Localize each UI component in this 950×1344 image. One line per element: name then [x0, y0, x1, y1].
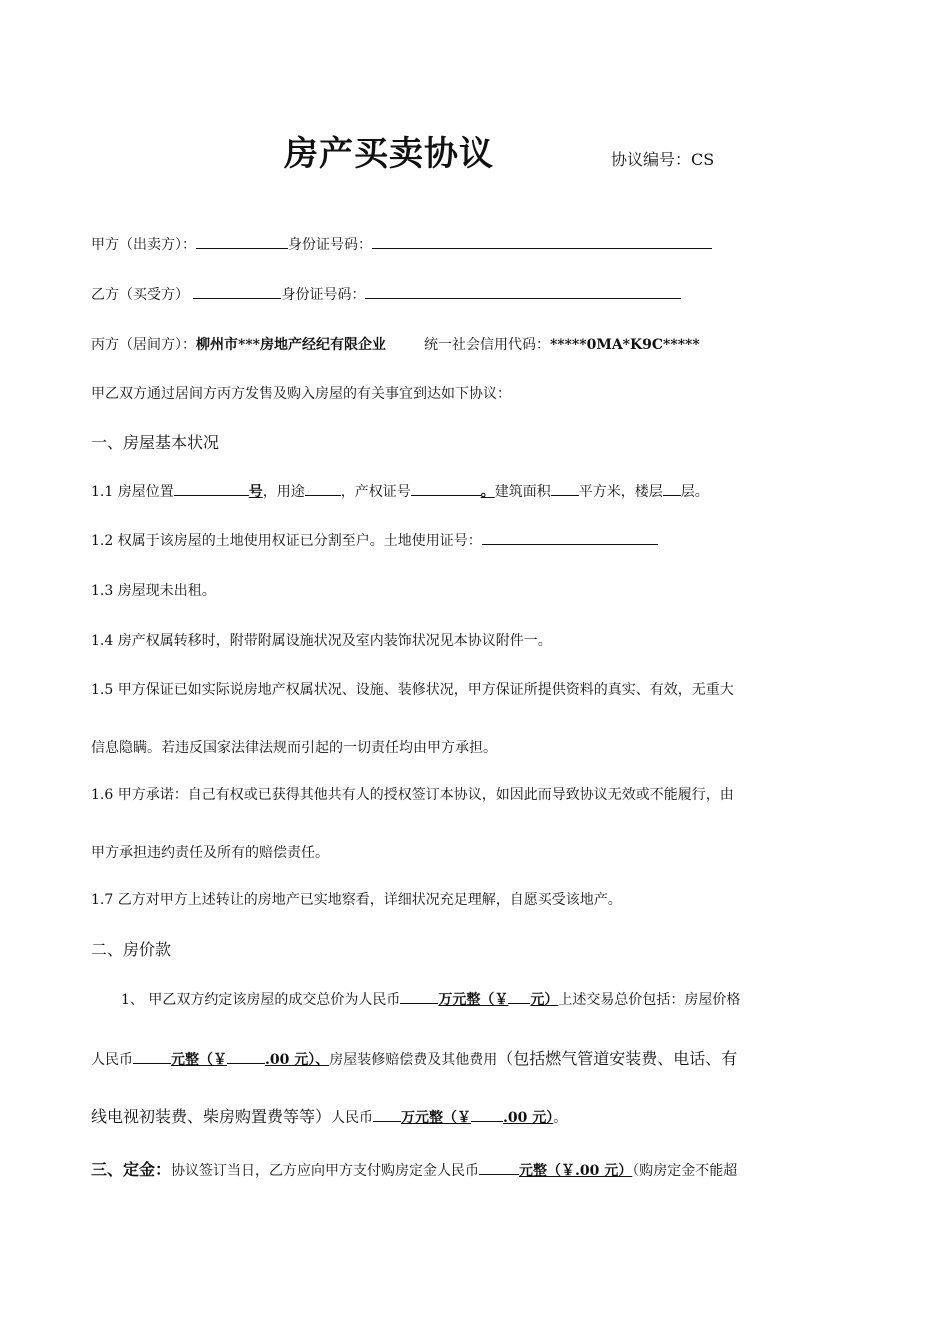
deposit-amount: 元整（￥.00 元） — [519, 1163, 633, 1179]
location-field[interactable] — [174, 481, 249, 496]
party-c-line — [91, 334, 700, 354]
other-fees-close: .00 元） — [503, 1110, 554, 1126]
house-price-field[interactable] — [133, 1049, 171, 1064]
decoration-fee-label: 房屋装修赔偿费及其他费用 — [329, 1052, 498, 1068]
price-line-2 — [91, 1046, 737, 1069]
party-a-id-field[interactable] — [372, 234, 712, 249]
party-b-name-field[interactable] — [193, 284, 281, 299]
party-c-label: 丙方（居间方）： — [91, 337, 196, 353]
clause-1-6-line-1: 1.6 甲方承诺：自己有权或已获得其他共有人的授权签订本协议，如因此而导致协议无效或不能履行，由 — [91, 787, 734, 803]
party-a-label: 甲方（出卖方）： — [91, 237, 196, 253]
price-includes-label: 上述交易总价包括：房屋价格 — [558, 992, 741, 1008]
party-b-id-label: 身份证号码： — [281, 287, 366, 303]
contract-number: 协议编号：CS — [611, 150, 715, 169]
house-price-close: .00 元）、 — [265, 1052, 330, 1068]
party-a-name-field[interactable] — [196, 234, 288, 249]
party-b-id-field[interactable] — [365, 284, 681, 299]
price-line-3 — [91, 1104, 567, 1127]
clause-1-1-usage-label: ，用途 — [262, 484, 305, 500]
price-total-field[interactable] — [400, 989, 438, 1004]
other-fees-yuan-field[interactable] — [471, 1107, 503, 1122]
area-field[interactable] — [551, 481, 579, 496]
clause-1-3: 1.3 房屋现未出租。 — [91, 583, 216, 599]
clause-1-1-number: 号 — [248, 484, 263, 500]
section-3-heading: 三、定金： — [91, 1160, 172, 1179]
other-fees-unit: 万元整（￥ — [401, 1110, 472, 1126]
fees-include-text: （包括燃气管道安装费、电话、有 — [497, 1049, 738, 1068]
house-price-unit: 元整（￥ — [171, 1052, 227, 1068]
clause-1-5-line-2: 信息隐瞒。若违反国家法律法规而引起的一切责任均由甲方承担。 — [91, 740, 497, 756]
price-line-1 — [121, 989, 740, 1009]
clause-1-1-end: 层。 — [680, 484, 709, 500]
clause-1-2 — [91, 530, 658, 550]
section-1-heading: 一、房屋基本状况 — [91, 433, 220, 452]
deposit-note: （购房定金不能超 — [632, 1163, 738, 1179]
section-3-line — [91, 1157, 737, 1180]
intro-text: 甲乙双方通过居间方丙方发售及购入房屋的有关事宜到达如下协议： — [91, 386, 511, 402]
clause-1-1-location-label: 1.1 房屋位置 — [91, 484, 174, 500]
deposit-text: 协议签订当日，乙方应向甲方支付购房定金人民币 — [171, 1163, 480, 1179]
clause-1-7: 1.7 乙方对甲方上述转让的房地产已实地察看，详细状况充足理解，自愿买受该地产。 — [91, 892, 622, 908]
house-price-yuan-field[interactable] — [227, 1049, 265, 1064]
cert-field[interactable] — [411, 481, 481, 496]
floor-field[interactable] — [663, 481, 681, 496]
clause-1-1-area-label: 建筑面积 — [494, 484, 551, 500]
party-c-name: 柳州市***房地产经纪有限企业 — [196, 337, 386, 353]
house-price-label: 人民币 — [91, 1052, 133, 1068]
other-fees-label: 人民币 — [331, 1110, 374, 1126]
price-total-yuan-field[interactable] — [508, 989, 530, 1004]
price-total-label: 1、 甲乙双方约定该房屋的成交总价为人民币 — [121, 992, 401, 1008]
clause-1-1 — [91, 481, 709, 501]
clause-1-6-line-2: 甲方承担违约责任及所有的赔偿责任。 — [91, 845, 329, 861]
clause-1-1-cert-label: ，产权证号 — [340, 484, 411, 500]
party-b-label: 乙方（买受方） — [91, 287, 189, 303]
party-b-line — [91, 284, 681, 304]
other-fees-field[interactable] — [373, 1107, 401, 1122]
land-cert-field[interactable] — [482, 530, 658, 545]
usage-field[interactable] — [305, 481, 341, 496]
section-2-heading: 二、房价款 — [91, 940, 172, 959]
clause-1-4: 1.4 房产权属转移时，附带附属设施状况及室内装饰状况见本协议附件一。 — [91, 633, 552, 649]
deposit-field[interactable] — [479, 1160, 519, 1175]
clause-1-1-period: 。 — [480, 484, 495, 500]
fees-include-text-cont: 线电视初装费、柴房购置费等等） — [91, 1107, 332, 1126]
clause-1-5-line-1: 1.5 甲方保证已如实际说房地产权属状况、设施、装修状况，甲方保证所提供资料的真实、有效，无重大 — [91, 682, 734, 698]
party-a-line — [91, 234, 712, 254]
clause-1-1-floor-label: 平方米，楼层 — [578, 484, 663, 500]
other-fees-end: 。 — [553, 1110, 568, 1126]
price-total-close: 元） — [530, 992, 559, 1008]
party-c-credit-code: *****0MA*K9C***** — [549, 337, 700, 353]
party-a-id-label: 身份证号码： — [288, 237, 372, 253]
party-c-credit-label: 统一社会信用代码： — [423, 337, 550, 353]
price-total-unit: 万元整（￥ — [438, 992, 509, 1008]
clause-1-2-text: 1.2 权属于该房屋的土地使用权证已分割至户。土地使用证号： — [91, 533, 482, 549]
page-title: 房产买卖协议 — [284, 134, 494, 174]
